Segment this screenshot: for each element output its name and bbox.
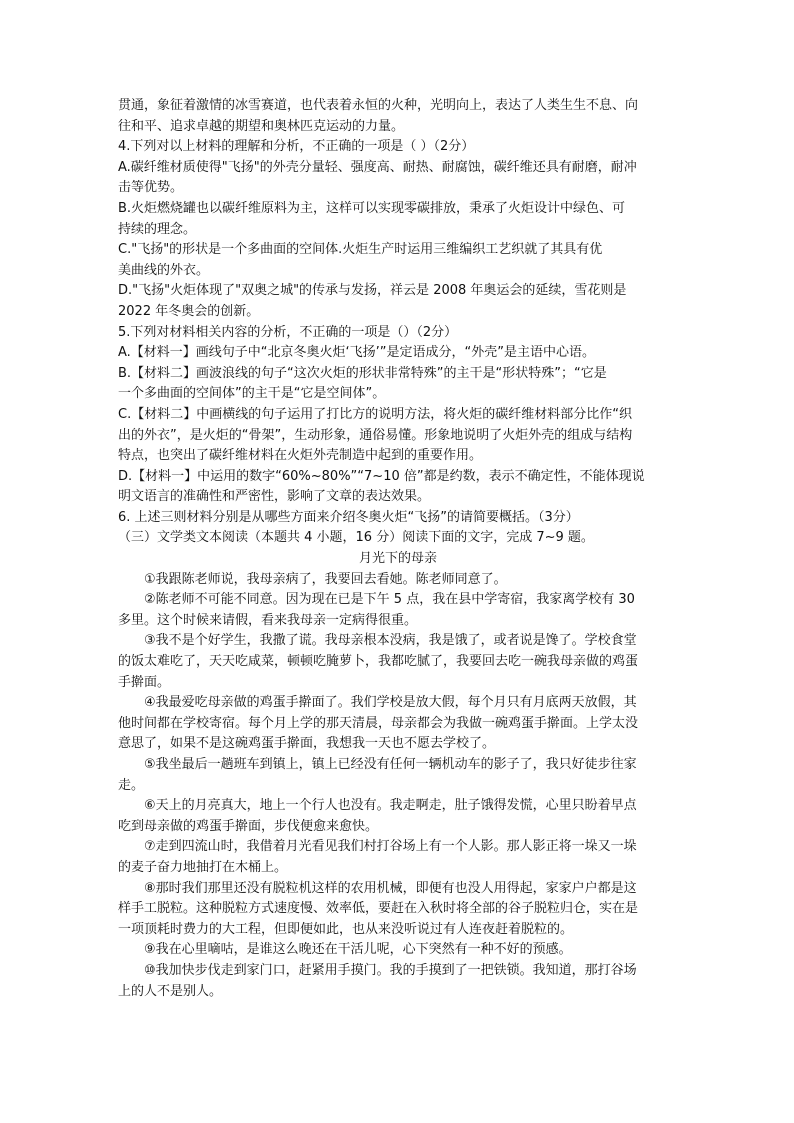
story-paragraph-6: ⑥天上的月亮真大，地上一个行人也没有。我走啊走，肚子饿得发慌，心里只盼着早点 xyxy=(144,798,637,814)
document-page xyxy=(118,96,678,1002)
story-paragraph-8: 一项顶耗时费力的大工程，但即便如此，也从来没听说过有人连夜赶着脱粒的。 xyxy=(118,921,574,937)
question-4-option-d: 2022 年冬奥会的创新。 xyxy=(118,303,260,319)
story-paragraph-4: ④我最爱吃母亲做的鸡蛋手擀面了。我们学校是放大假，每个月只有月底两天放假，其 xyxy=(144,695,637,711)
question-5-option-b: B.【材料二】画波浪线的句子“这次火炬的形状非常特殊”的主干是“形状特殊”；“它是 xyxy=(118,365,607,381)
story-paragraph-2: 多里。这个时候来请假，看来我母亲一定病得很重。 xyxy=(118,612,418,628)
question-4-option-a: 击等优势。 xyxy=(118,180,184,196)
question-6-stem: 6. 上述三则材料分别是从哪些方面来介绍冬奥火炬“飞扬”的请简要概括。（3分） xyxy=(118,509,579,525)
section-heading: （三）文学类文本阅读（本题共 4 小题，16 分）阅读下面的文字，完成 7~9 题。 xyxy=(118,530,594,546)
intro-line: 往和平、追求卓越的期望和奥林匹克运动的力量。 xyxy=(118,118,405,134)
story-paragraph-7: 的麦子奋力地抽打在木桶上。 xyxy=(118,859,288,875)
question-4-option-a: A.碳纤维材质使得"飞扬"的外壳分量轻、强度高、耐热、耐腐蚀，碳纤维还具有耐磨，耐冲 xyxy=(118,159,637,175)
story-paragraph-3: 的饭太难吃了，天天吃咸菜，顿顿吃腌萝卜，我都吃腻了，我要回去吃一碗我母亲做的鸡蛋 xyxy=(118,654,639,670)
story-paragraph-4: 意思了，如果不是这碗鸡蛋手擀面，我想我一天也不愿去学校了。 xyxy=(118,736,496,752)
story-paragraph-4: 他时间都在学校寄宿。每个月上学的那天清晨，母亲都会为我做一碗鸡蛋手擀面。上学太没 xyxy=(118,715,639,731)
story-paragraph-3: ③我不是个好学生，我撒了谎。我母亲根本没病，我是饿了，或者说是馋了。学校食堂 xyxy=(144,633,637,649)
question-5-option-c: 特点，也突出了碳纤维材料在火炬外壳制造中起到的重要作用。 xyxy=(118,448,483,464)
question-4-option-c: C."飞扬"的形状是一个多曲面的空间体.火炬生产时运用三维编织工艺织就了其具有优 xyxy=(118,242,603,258)
story-paragraph-8: ⑧那时我们那里还没有脱粒机这样的农用机械，即便有也没人用得起，家家户户都是这 xyxy=(144,880,637,896)
story-paragraph-5: ⑤我坐最后一趟班车到镇上，镇上已经没有任何一辆机动车的影子了，我只好徒步往家 xyxy=(144,757,637,772)
question-4-option-d: D."飞扬"火炬体现了"双奥之城"的传承与发扬，祥云是 2008 年奥运会的延续，雪花则是 xyxy=(118,283,627,299)
question-5-option-d: 明文语言的准确性和严密性，影响了文章的表达效果。 xyxy=(118,489,431,505)
story-paragraph-9: ⑨我在心里嘀咕，是谁这么晚还在干活儿呢，心下突然有一种不好的预感。 xyxy=(144,942,572,958)
story-paragraph-7: ⑦走到四流山时，我借着月光看见我们村打谷场上有一个人影。那人影正将一垛又一垛 xyxy=(144,839,637,855)
question-5-option-a: A.【材料一】画线句子中“北京冬奥火炬‘飞扬’”是定语成分，“外壳”是主语中心语。 xyxy=(118,345,596,361)
story-paragraph-3: 手擀面。 xyxy=(118,674,171,690)
question-4-option-c: 美曲线的外衣。 xyxy=(118,262,210,278)
story-paragraph-10: ⑩我加快步伐走到家门口，赶紧用手摸门。我的手摸到了一把铁锁。我知道，那打谷场 xyxy=(144,962,637,978)
story-paragraph-2: ②陈老师不可能不同意。因为现在已是下午 5 点，我在县中学寄宿，我家离学校有 30 xyxy=(144,592,635,608)
question-4-stem: 4.下列对以上材料的理解和分析，不正确的一项是（ ）（2分） xyxy=(118,139,475,155)
story-paragraph-5: 走。 xyxy=(118,777,145,793)
story-title: 月光下的母亲 xyxy=(358,551,437,567)
question-5-option-d: D.【材料一】中运用的数字“60%~80%”“7~10 倍”都是约数，表示不确定性，不能体现说 xyxy=(118,468,645,484)
question-5-option-c: 出的外衣”，是火炬的“骨架”，生动形象，通俗易懂。形象地说明了火炬外壳的组成与结构 xyxy=(118,427,633,443)
question-4-option-b: B.火炬燃烧罐也以碳纤维原料为主，这样可以实现零碳排放，秉承了火炬设计中绿色、可 xyxy=(118,200,626,216)
story-paragraph-1: ①我跟陈老师说，我母亲病了，我要回去看她。陈老师同意了。 xyxy=(144,571,507,587)
intro-line: 贯通，象征着激情的冰雪赛道，也代表着永恒的火种，光明向上，表达了人类生生不息、向 xyxy=(118,98,639,113)
question-4-option-b: 持续的理念。 xyxy=(118,221,197,237)
story-paragraph-10: 上的人不是别人。 xyxy=(118,983,223,999)
question-5-option-c: C.【材料二】中画横线的句子运用了打比方的说明方法，将火炬的碳纤维材料部分比作“织 xyxy=(118,406,632,422)
question-5-option-b: 一个多曲面的空间体”的主干是“它是空间体”。 xyxy=(118,386,386,402)
question-5-stem: 5.下列对材料相关内容的分析，不正确的一项是（）（2分） xyxy=(118,324,458,340)
story-paragraph-8: 样手工脱粒。这种脱粒方式速度慢、效率低，要赶在入秋时将全部的谷子脱粒归仓，实在是 xyxy=(118,901,639,917)
story-paragraph-6: 吃到母亲做的鸡蛋手擀面，步伐便愈来愈快。 xyxy=(118,818,379,834)
